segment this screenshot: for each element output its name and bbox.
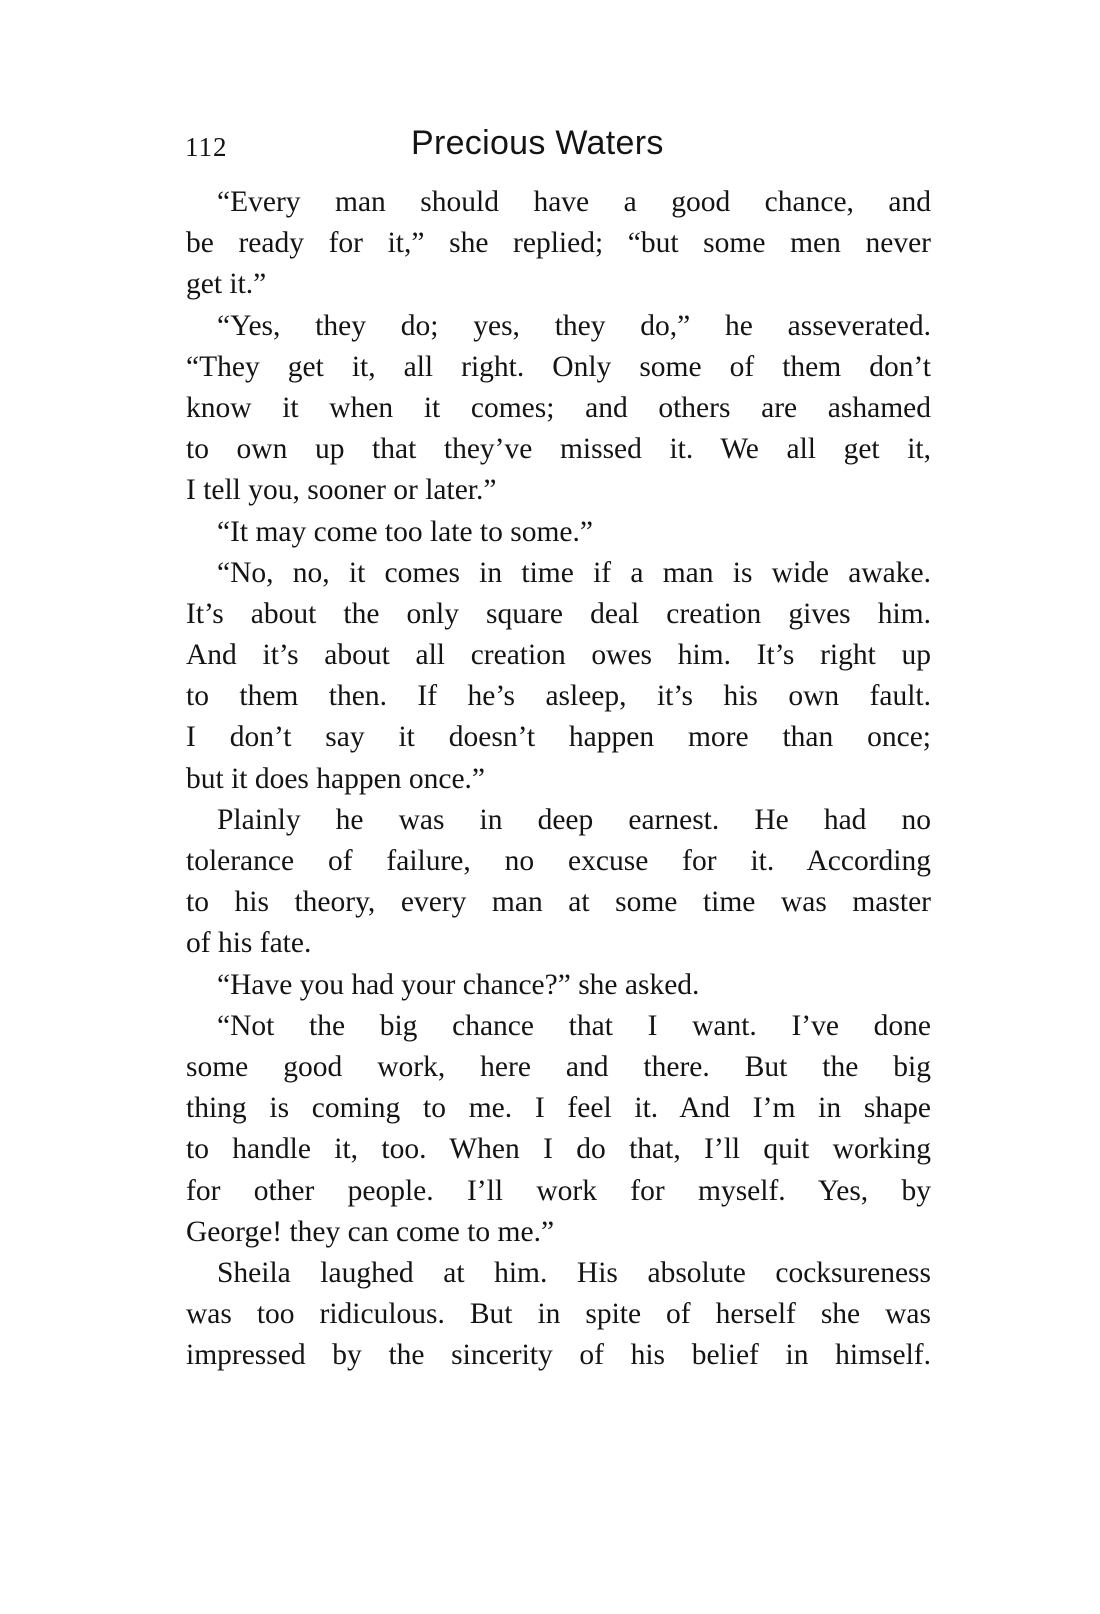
text-line: “Yes, they do; yes, they do,” he asseverated. — [217, 309, 931, 342]
text-line: “Every man should have a good chance, and — [217, 186, 931, 218]
text-line: get it.” — [186, 268, 267, 301]
text-line: was too ridiculous. But in spite of herself she was — [186, 1298, 931, 1331]
text-line: thing is coming to me. I feel it. And I’m in shape — [186, 1092, 931, 1125]
text-line: to them then. If he’s asleep, it’s his own fault. — [186, 680, 931, 713]
text-line: “Have you had your chance?” she asked. — [217, 968, 700, 1001]
text-line: to handle it, too. When I do that, I’ll quit working — [186, 1133, 931, 1166]
text-line: Sheila laughed at him. His absolute cocksureness — [217, 1256, 931, 1289]
text-line: be ready for it,” she replied; “but some men never — [186, 227, 931, 260]
text-line: “It may come too late to some.” — [217, 515, 593, 548]
text-line: George! they can come to me.” — [186, 1215, 555, 1248]
text-line: “They get it, all right. Only some of them don’t — [186, 350, 931, 383]
text-line: Plainly he was in deep earnest. He had no — [217, 803, 931, 836]
text-line: know it when it comes; and others are ashamed — [186, 391, 931, 424]
page-header — [185, 124, 930, 170]
text-line: to own up that they’ve missed it. We all get it, — [186, 433, 931, 466]
text-line: for other people. I’ll work for myself. Yes, by — [186, 1174, 931, 1207]
text-line: but it does happen once.” — [186, 762, 486, 795]
text-line: of his fate. — [186, 927, 312, 960]
text-line: some good work, here and there. But the big — [186, 1050, 931, 1083]
text-line: I don’t say it doesn’t happen more than once; — [186, 721, 931, 754]
text-line: I tell you, sooner or later.” — [186, 474, 497, 507]
text-line: to his theory, every man at some time was master — [186, 886, 931, 919]
running-title: Precious Waters — [411, 124, 664, 162]
text-line: impressed by the sincerity of his belief in himself. — [186, 1339, 931, 1372]
text-line: “No, no, it comes in time if a man is wide awake. — [217, 556, 931, 589]
text-line: “Not the big chance that I want. I’ve done — [217, 1009, 931, 1042]
page-number: 112 — [185, 132, 228, 162]
text-line: tolerance of failure, no excuse for it. According — [186, 845, 931, 877]
body-text — [186, 182, 931, 1376]
text-line: And it’s about all creation owes him. It’s right up — [186, 639, 931, 672]
text-line: It’s about the only square deal creation gives him. — [186, 597, 931, 630]
